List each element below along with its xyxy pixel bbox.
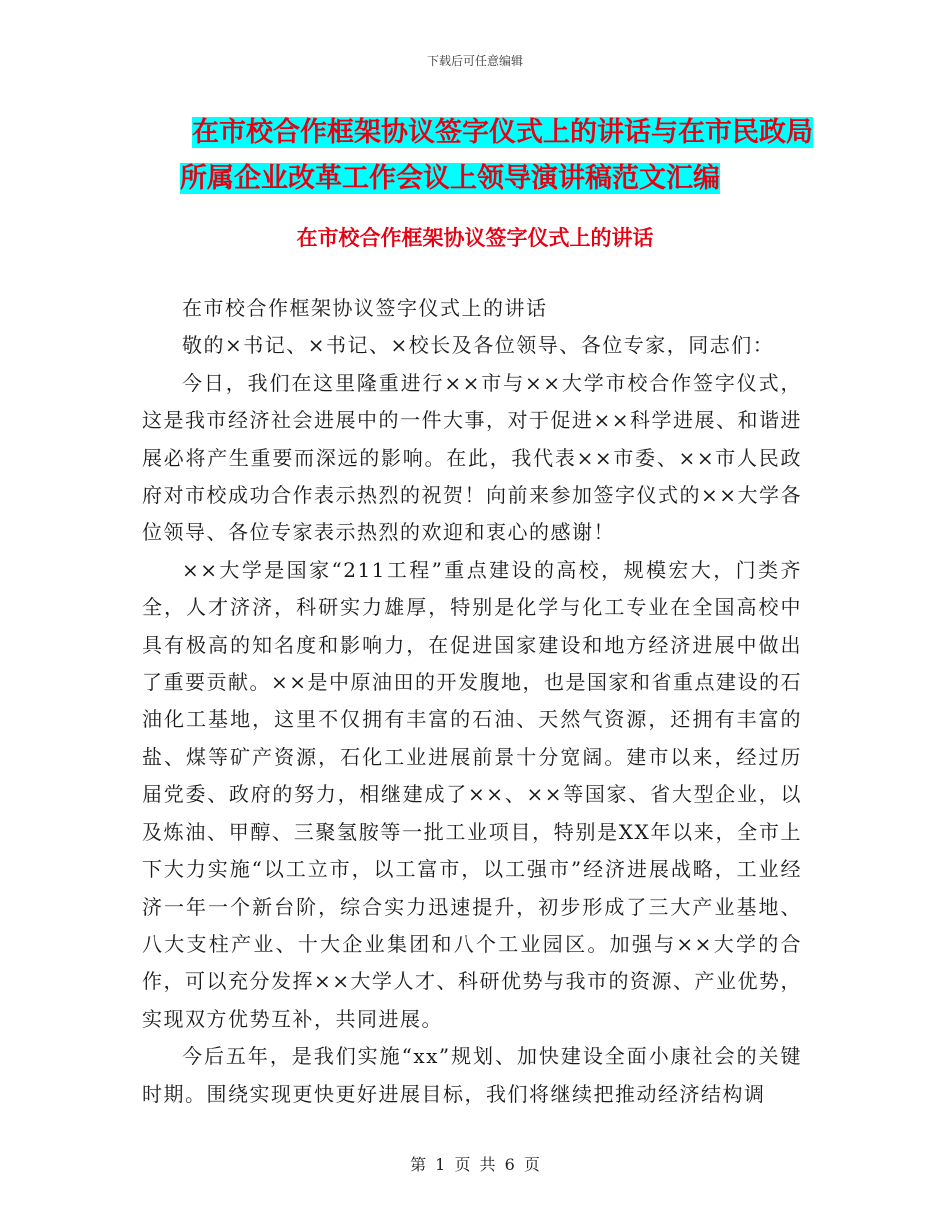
title-highlight-2: 所属企业改革工作会议上领导演讲稿范文汇编 bbox=[180, 163, 720, 194]
paragraph: 敬的×书记、×书记、×校长及各位领导、各位专家，同志们： bbox=[182, 333, 775, 358]
document-title-line-2 bbox=[100, 156, 860, 202]
section-title: 在市校合作框架协议签字仪式上的讲话 bbox=[296, 226, 654, 250]
document-title-line-1 bbox=[100, 110, 860, 156]
paragraph: ××大学是国家“211工程”重点建设的高校，规模宏大，门类齐全，人才济济，科研实力雄厚，特别是化学与化工专业在全国高校中具有极高的知名度和影响力，在促进国家建设和地方经济进展中做出了重要贡献。××是中原油田的开发腹地，也是国家和省重点建设的石油化工基地，这里不仅拥有丰富的石油、天然气资源，还拥有丰富的盐、煤等矿产资源，石化工业进展前景十分宽阔。建市以来，经过历届党委、政府的努力，相继建成了××、××等国家、省大型企业，以及炼油、甲醇、三聚氢胺等一批工业项目，特别是XX年以来，全市上下大力实施“以工立市，以工富市，以工强市”经济进展战略，工业经济一年一个新台阶，综合实力迅速提升，初步形成了三大产业基地、八大支柱产业、十大企业集团和八个工业园区。加强与××大学的合作，可以充分发挥××大学人才、科研优势与我市的资源、产业优势，实现双方优势互补，共同进展。 bbox=[142, 557, 803, 1031]
page-footer: 第 1 页 共 6 页 bbox=[410, 1155, 540, 1174]
body-text bbox=[142, 290, 802, 1113]
paragraph: 今后五年，是我们实施“xx”规划、加快建设全面小康社会的关键时期。围绕实现更快更好进展目标，我们将继续把推动经济结构调 bbox=[142, 1044, 802, 1106]
title-highlight-1: 在市校合作框架协议签字仪式上的讲话与在市民政局 bbox=[192, 117, 813, 148]
paragraph: 在市校合作框架协议签字仪式上的讲话 bbox=[182, 296, 548, 320]
paragraph: 今日，我们在这里隆重进行××市与××大学市校合作签字仪式，这是我市经济社会进展中的一件大事，对于促进××科学进展、和谐进展必将产生重要而深远的影响。在此，我代表××市委、××市人民政府对市校成功合作表示热烈的祝贺！向前来参加签字仪式的××大学各位领导、各位专家表示热烈的欢迎和衷心的感谢！ bbox=[142, 370, 803, 545]
document-title bbox=[100, 110, 860, 202]
page-header: 下载后可任意编辑 bbox=[426, 54, 523, 68]
